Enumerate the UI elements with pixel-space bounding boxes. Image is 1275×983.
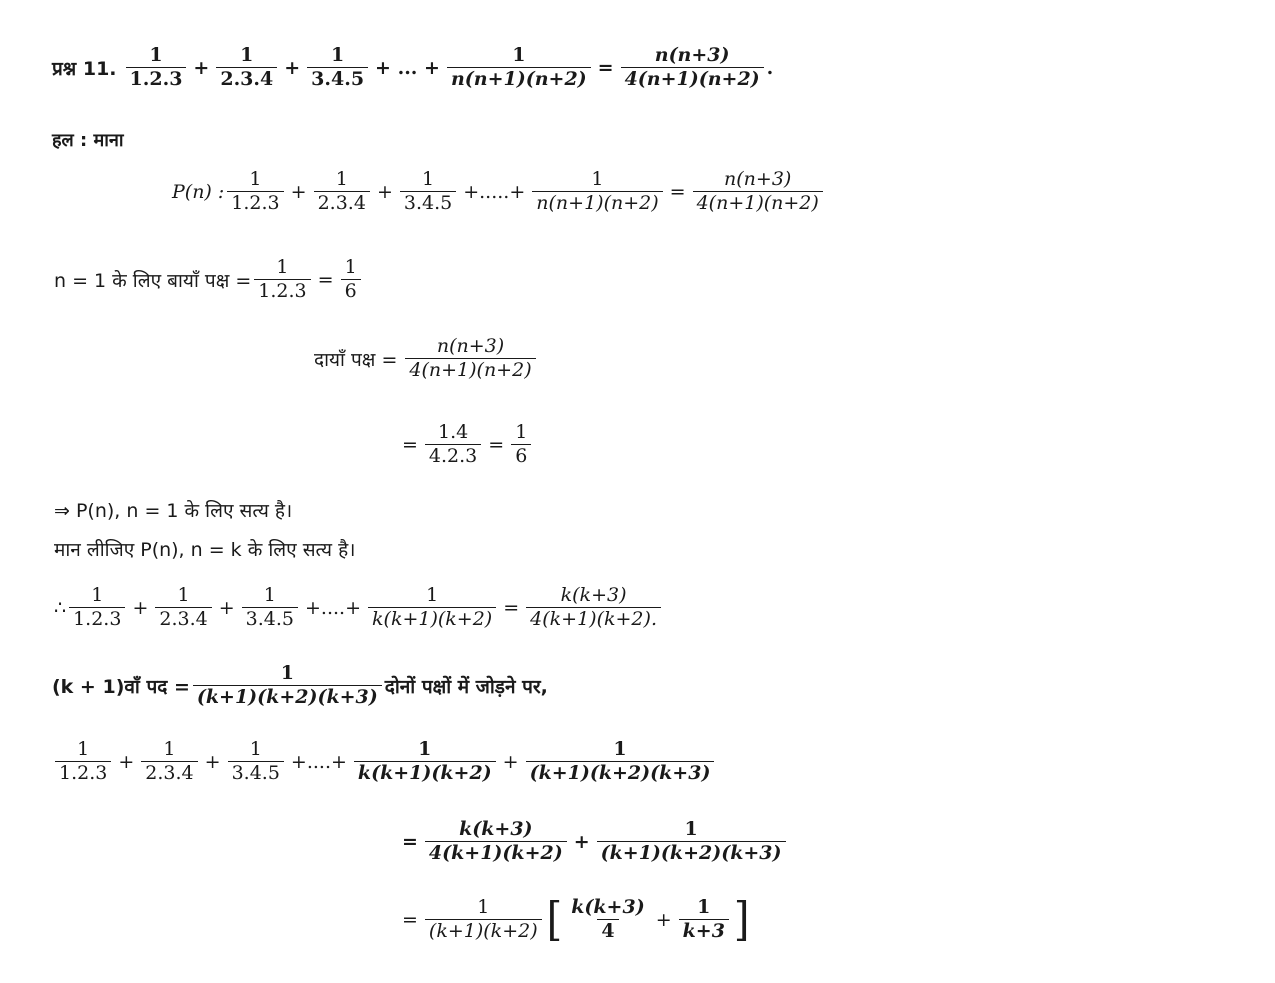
sum-term-2: $\frac{1}{2.3.4}$ bbox=[141, 740, 197, 784]
assume-line: मान लीजिए P(n), n = k के लिए सत्य है। bbox=[54, 539, 356, 561]
step2-term-c: $\frac{1}{k+3}$ bbox=[679, 898, 729, 942]
step1-term-a: $\frac{k(k+3)}{4(k+1)(k+2)}$ bbox=[425, 820, 567, 864]
pk-statement: ∴ $\frac{1}{1.2.3}$ + $\frac{1}{2.3.4}$ + $\frac{1}{3.4.5}$ +....+ $\frac{1}{k(k+1)(k+2)}$ = $\frac{k(k+3)}{4(k+1)(k+2).}$ bbox=[54, 586, 664, 630]
question-line: प्रश्न 11. $\frac{1}{1.2.3}$ + $\frac{1}{2.3.4}$ + $\frac{1}{3.4.5}$ + ... + $\frac{1}{n(n+1)(n+2)}$ = $\frac{n(n+3)}{4(n+1)(n+2)}$ . bbox=[52, 44, 774, 90]
pk-term-1: $\frac{1}{1.2.3}$ bbox=[69, 586, 125, 630]
sum-term-k1: $\frac{1}{(k+1)(k+2)(k+3)}$ bbox=[526, 740, 715, 784]
base-rhs-fraction: $\frac{n(n+3)}{4(n+1)(n+2)}$ bbox=[405, 337, 535, 381]
base-lhs-value: $\frac{1}{6}$ bbox=[341, 258, 361, 302]
base-case-rhs-value: = $\frac{1.4}{4.2.3}$ = $\frac{1}{6}$ bbox=[398, 423, 534, 467]
question-term-1: $\frac{1}{1.2.3}$ bbox=[126, 46, 187, 90]
base-rhs-result: $\frac{1}{6}$ bbox=[511, 423, 531, 467]
step1-term-b: $\frac{1}{(k+1)(k+2)(k+3)}$ bbox=[597, 820, 786, 864]
pn-statement: P(n) : $\frac{1}{1.2.3}$ + $\frac{1}{2.3.4}$ + $\frac{1}{3.4.5}$ +.....+ $\frac{1}{n(n+1)(n+2)}$ = $\frac{n(n+3)}{4(n+1)(n+2)}$ bbox=[172, 170, 826, 214]
pk-rhs: $\frac{k(k+3)}{4(k+1)(k+2).}$ bbox=[526, 586, 661, 630]
pn-term-1: $\frac{1}{1.2.3}$ bbox=[227, 170, 283, 214]
step-2: = $\frac{1}{(k+1)(k+2)}$ [ $\frac{k(k+3)}{4}$ + $\frac{1}{k+3}$ ] bbox=[402, 893, 750, 947]
left-bracket: [ bbox=[546, 893, 563, 947]
base-case-lhs: n = 1 के लिए बायाँ पक्ष = $\frac{1}{1.2.3}$ = $\frac{1}{6}$ bbox=[54, 258, 364, 302]
right-bracket: ] bbox=[733, 893, 750, 947]
base-case-rhs: दायाँ पक्ष = $\frac{n(n+3)}{4(n+1)(n+2)}$ bbox=[314, 337, 539, 381]
question-rhs: $\frac{n(n+3)}{4(n+1)(n+2)}$ bbox=[621, 46, 764, 90]
next-term-fraction: $\frac{1}{(k+1)(k+2)(k+3)}$ bbox=[193, 664, 382, 708]
question-label: प्रश्न 11. bbox=[52, 57, 117, 80]
pn-rhs: $\frac{n(n+3)}{4(n+1)(n+2)}$ bbox=[693, 170, 823, 214]
step2-term-b: $\frac{k(k+3)}{4}$ bbox=[571, 896, 645, 942]
pk-term-3: $\frac{1}{3.4.5}$ bbox=[242, 586, 298, 630]
step2-factor: $\frac{1}{(k+1)(k+2)}$ bbox=[425, 898, 542, 942]
question-term-n: $\frac{1}{n(n+1)(n+2)}$ bbox=[447, 46, 591, 90]
step-1: = $\frac{k(k+3)}{4(k+1)(k+2)}$ + $\frac{1}{(k+1)(k+2)(k+3)}$ bbox=[398, 820, 789, 864]
pn-term-n: $\frac{1}{n(n+1)(n+2)}$ bbox=[532, 170, 662, 214]
pk-term-2: $\frac{1}{2.3.4}$ bbox=[155, 586, 211, 630]
sum-line: $\frac{1}{1.2.3}$ + $\frac{1}{2.3.4}$ + $\frac{1}{3.4.5}$ +....+ $\frac{1}{k(k+1)(k+2)}$ + $\frac{1}{(k+1)(k+2)(k+3)}$ bbox=[52, 740, 717, 784]
sum-term-k: $\frac{1}{k(k+1)(k+2)}$ bbox=[354, 740, 496, 784]
question-term-2: $\frac{1}{2.3.4}$ bbox=[216, 46, 277, 90]
next-term-line: (k + 1)वाँ पद = $\frac{1}{(k+1)(k+2)(k+3)}$ दोनों पक्षों में जोड़ने पर, bbox=[52, 662, 548, 708]
base-rhs-evaluated: $\frac{1.4}{4.2.3}$ bbox=[425, 423, 481, 467]
pk-term-k: $\frac{1}{k(k+1)(k+2)}$ bbox=[368, 586, 496, 630]
implies-line: ⇒ P(n), n = 1 के लिए सत्य है। bbox=[54, 500, 293, 522]
sum-term-1: $\frac{1}{1.2.3}$ bbox=[55, 740, 111, 784]
sum-term-3: $\frac{1}{3.4.5}$ bbox=[228, 740, 284, 784]
base-lhs-fraction: $\frac{1}{1.2.3}$ bbox=[254, 258, 310, 302]
pn-term-3: $\frac{1}{3.4.5}$ bbox=[400, 170, 456, 214]
question-term-3: $\frac{1}{3.4.5}$ bbox=[307, 46, 368, 90]
pn-term-2: $\frac{1}{2.3.4}$ bbox=[314, 170, 370, 214]
solution-heading: हल : माना bbox=[52, 130, 124, 151]
